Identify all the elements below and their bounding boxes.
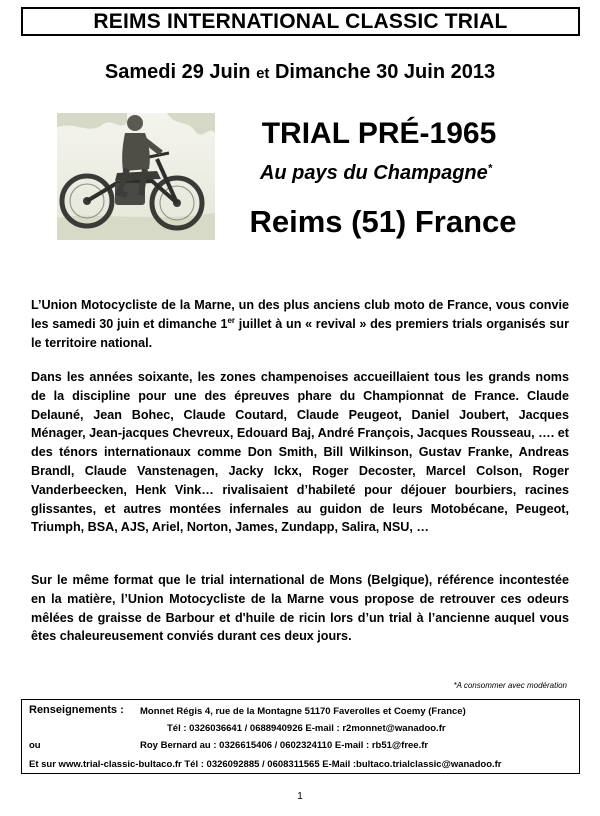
contact-secondary: Roy Bernard au : 0326615406 / 0602324110 E-mail : rb51@free.fr (140, 740, 429, 751)
contact-address: Monnet Régis 4, rue de la Montagne 51170 Faverolles et Coemy (France) (140, 706, 466, 717)
subheading-text: Au pays du Champagne (259, 162, 488, 184)
contact-website[interactable]: Et sur www.trial-classic-bultaco.fr Tél : 0326092885 / 0608311565 E-Mail :bultaco.trialclassic@wanadoo.fr (29, 759, 502, 770)
footnote: *A consommer avec modération (453, 681, 567, 690)
format-paragraph: Sur le même format que le trial international de Mons (Belgique), référence incontestée en la matière, l’Union Motocycliste de la Marne vous propose de retrouver ces odeurs mêlées de graisse de Barbour et d'huile de ricin lors d’un trial à l’ancienne auquel vous êtes chaleureusement conviés durant ces deux jours. (31, 573, 569, 644)
contact-box (21, 699, 580, 774)
asterisk-mark: * (487, 162, 493, 175)
date-saturday: Samedi 29 Juin (104, 61, 251, 83)
event-dates (0, 61, 600, 84)
intro-paragraph (31, 296, 569, 352)
contact-phone-email: Tél : 0326036641 / 0688940926 E-mail : r2monnet@wanadoo.fr (167, 723, 446, 734)
motorcycle-rider-photo (57, 113, 215, 240)
date-conjunction: et (256, 65, 270, 82)
intro-text-b: juillet à un « revival » des premiers trials organisés sur le territoire national. (31, 316, 569, 350)
page-title: REIMS INTERNATIONAL CLASSIC TRIAL (93, 9, 508, 33)
event-heading: TRIAL PRÉ-1965 (261, 117, 497, 150)
intro-text-a: L’Union Motocycliste de la Marne, un des plus anciens club moto de France, vous convie les samedi 30 juin et dimanche 1 (31, 298, 569, 331)
page-number: 1 (297, 791, 303, 802)
contact-or: ou (29, 740, 41, 751)
history-paragraph: Dans les années soixante, les zones champenoises accueillaient tous les grands noms de la discipline pour une des épreuves phare du Championnat de France. Claude Delauné, Jean Bohec, Claude Coutard, Claude Peugeot, Daniel Joubert, Jacques Ménager, Jean-jacques Chevreux, Edouard Baj, André François, Jacques Rousseau, …. et des ténors internationaux comme Don Smith, Bill Wilkinson, Gustav Franke, Andreas Brandl, Claude Vanstenagen, Jacky Ickx, Roger Decoster, Marcel Colson, Roger Vanderbeecken, Henk Vink… rivalisaient d’habileté pour déjouer bourbiers, racines glissantes, et autres montées infernales au guidon de leurs Motobécane, Peugeot, Triumph, BSA, AJS, Ariel, Norton, James, Zundapp, Salira, NSU, … (31, 370, 569, 535)
ordinal-superscript: er (227, 315, 236, 325)
contact-label: Renseignements : (29, 704, 124, 716)
event-location: Reims (51) France (249, 204, 517, 239)
event-subheading (217, 162, 535, 185)
date-sunday: Dimanche 30 Juin 2013 (274, 61, 496, 83)
title-banner (21, 7, 580, 36)
